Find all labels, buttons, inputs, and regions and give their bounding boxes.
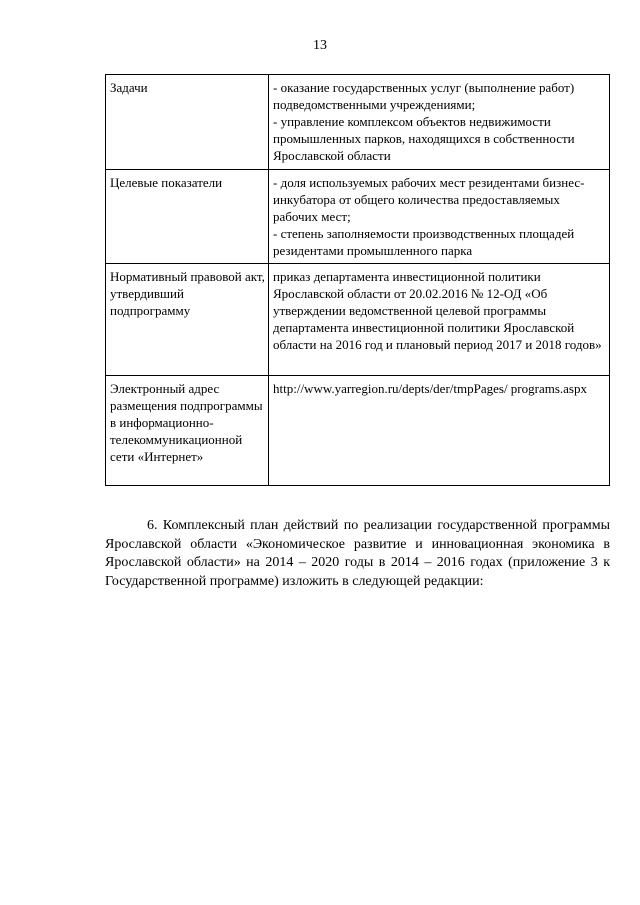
row-value (269, 170, 610, 264)
table-row-web-address (106, 376, 610, 486)
row-label: Целевые показатели (106, 170, 269, 264)
row-value (269, 75, 610, 170)
value-line: - доля используемых рабочих мест резидентами бизнес-инкубатора от общего количества предоставляемых рабочих мест; (273, 175, 585, 224)
value-line: приказ департамента инвестиционной политики Ярославской области от 20.02.2016 № 12-ОД «Об утверждении ведомственной целевой программы департамента инвестиционной политики Ярославской области на 2016 год и плановый период 2017 и 2018 годов» (273, 269, 602, 352)
table-row-targets (106, 170, 610, 264)
table-row-legal-act (106, 264, 610, 376)
table-row-tasks (106, 75, 610, 170)
page-number: 13 (313, 38, 327, 53)
row-label: Задачи (106, 75, 269, 170)
row-label: Нормативный правовой акт, утвердивший подпрограмму (106, 264, 269, 376)
row-label: Электронный адрес размещения подпрограммы в информационно-телекоммуникационной сети «Интернет» (106, 376, 269, 486)
row-value (269, 376, 610, 486)
subprogram-table (105, 74, 610, 486)
url-link[interactable]: http://www.yarregion.ru/depts/der/tmpPages/ programs.aspx (273, 381, 587, 396)
value-line: - оказание государственных услуг (выполнение работ) подведомственными учреждениями; (273, 80, 575, 112)
row-value (269, 264, 610, 376)
value-line: - управление комплексом объектов недвижимости промышленных парков, находящихся в собственности Ярославской области (273, 114, 575, 163)
value-line: - степень заполняемости производственных площадей резидентами промышленного парка (273, 226, 575, 258)
body-paragraph: 6. Комплексный план действий по реализации государственной программы Ярославской области «Экономическое развитие и инновационная экономика в Ярославской области» на 2014 – 2020 годы в 2014 – 2016 годах (приложение 3 к Государственной программе) изложить в следующей редакции: (105, 518, 610, 589)
